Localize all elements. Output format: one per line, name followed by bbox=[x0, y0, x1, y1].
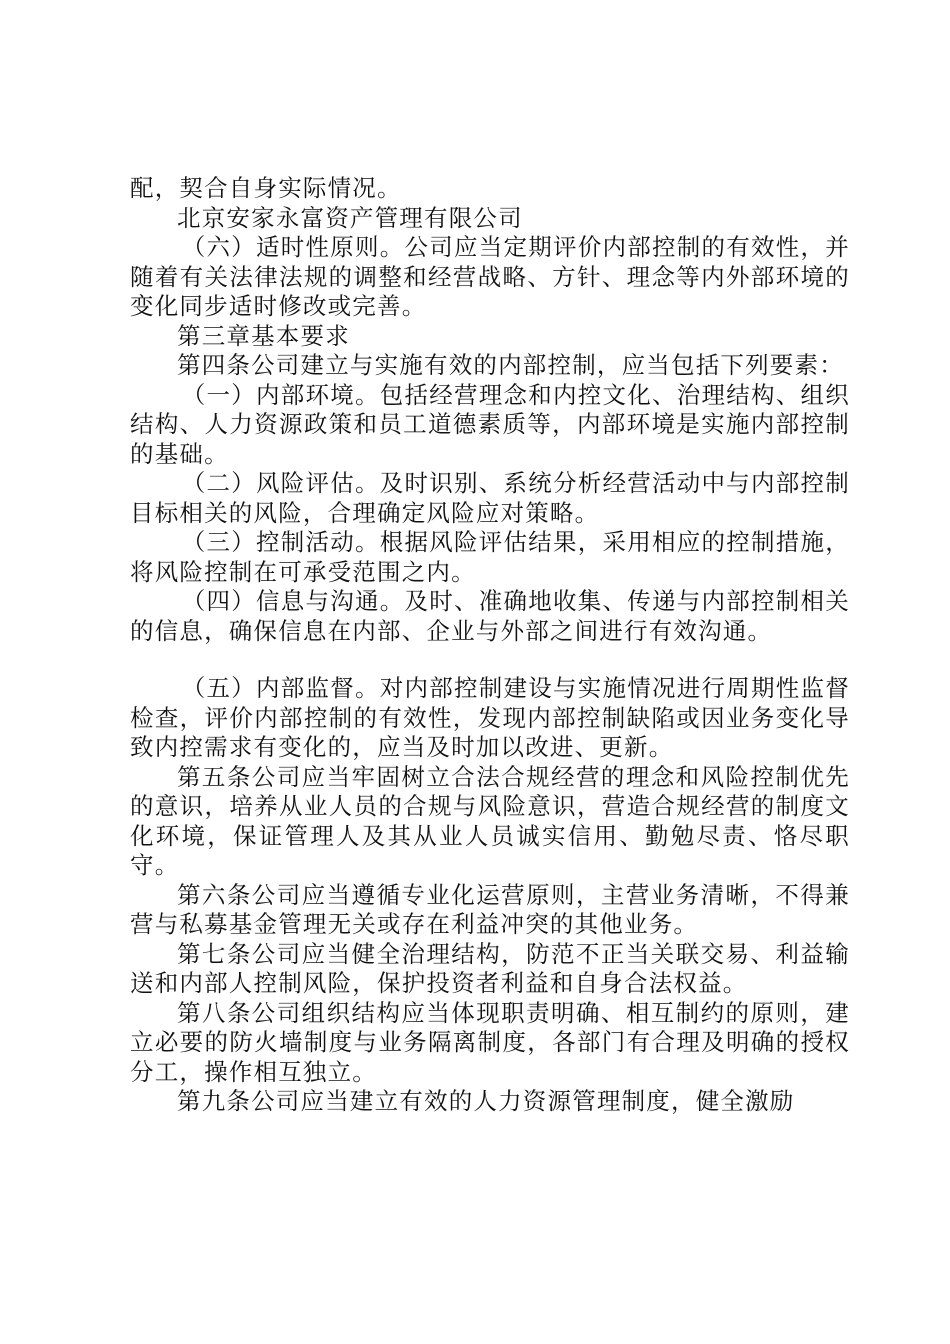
paragraph-principle-6: （六）适时性原则。公司应当定期评价内部控制的有效性，并随着有关法律法规的调整和经营战略、方针、理念等内外部环境的变化同步适时修改或完善。 bbox=[130, 233, 850, 320]
document-body bbox=[130, 174, 850, 1117]
paragraph-element-2: （二）风险评估。及时识别、系统分析经营活动中与内部控制目标相关的风险，合理确定风险应对策略。 bbox=[130, 469, 850, 527]
paragraph-article-9: 第九条公司应当建立有效的人力资源管理制度，健全激励 bbox=[177, 1087, 795, 1115]
paragraph-company-name: 北京安家永富资产管理有限公司 bbox=[177, 203, 523, 232]
paragraph-article-4: 第四条公司建立与实施有效的内部控制，应当包括下列要素： bbox=[177, 351, 844, 379]
paragraph-element-4: （四）信息与沟通。及时、准确地收集、传递与内部控制相关的信息，确保信息在内部、企业与外部之间进行有效沟通。 bbox=[130, 587, 850, 645]
chapter-heading: 第三章基本要求 bbox=[177, 321, 350, 350]
paragraph-element-3: （三）控制活动。根据风险评估结果，采用相应的控制措施，将风险控制在可承受范围之内。 bbox=[130, 528, 850, 586]
paragraph-element-5: （五）内部监督。对内部控制建设与实施情况进行周期性监督检查，评价内部控制的有效性，发现内部控制缺陷或因业务变化导致内控需求有变化的，应当及时加以改进、更新。 bbox=[130, 674, 850, 761]
paragraph-article-6: 第六条公司应当遵循专业化运营原则，主营业务清晰，不得兼营与私募基金管理无关或存在利益冲突的其他业务。 bbox=[130, 880, 850, 938]
paragraph-element-1: （一）内部环境。包括经营理念和内控文化、治理结构、组织结构、人力资源政策和员工道德素质等，内部环境是实施内部控制的基础。 bbox=[130, 380, 850, 468]
paragraph-article-8: 第八条公司组织结构应当体现职责明确、相互制约的原则，建立必要的防火墙制度与业务隔离制度，各部门有合理及明确的授权分工，操作相互独立。 bbox=[130, 998, 850, 1086]
paragraph-continuation: 配，契合自身实际情况。 bbox=[130, 174, 402, 202]
paragraph-article-7: 第七条公司应当健全治理结构，防范不正当关联交易、利益输送和内部人控制风险，保护投资者利益和自身合法权益。 bbox=[130, 939, 850, 997]
paragraph-article-5: 第五条公司应当牢固树立合法合规经营的理念和风险控制优先的意识，培养从业人员的合规与风险意识，营造合规经营的制度文化环境，保证管理人及其从业人员诚实信用、勤勉尽责、恪尽职守。 bbox=[130, 762, 850, 879]
